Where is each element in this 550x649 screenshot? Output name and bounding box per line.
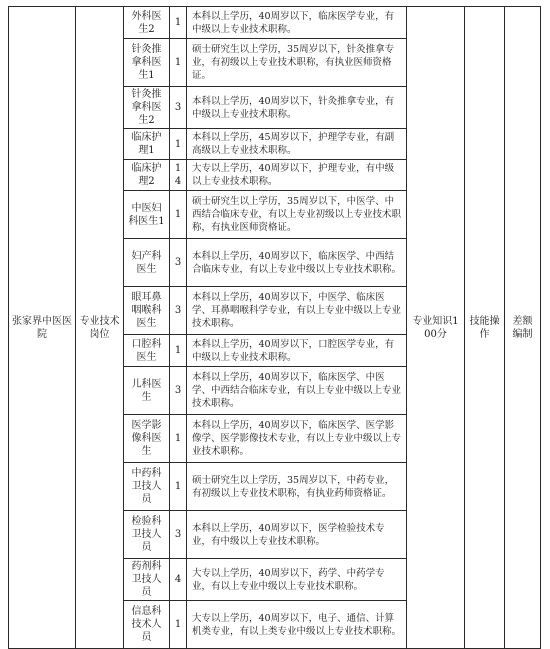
staffing-cell: 差额编制 [505,7,541,649]
position-cell: 口腔科医生 [124,335,170,367]
unit-cell: 张家界中医医院 [9,7,76,649]
requirement-cell: 本科以上学历，40周岁以下，临床医学、中西结合临床专业，有以上专业中级以上专业技术职称。 [187,239,407,287]
count-cell: 1 [170,463,187,511]
requirement-cell: 本科以上学历，40周岁以下，临床医学、中医学、中西结合临床专业，有以上专业中级以上专业技术职称。 [187,367,407,415]
count-cell: 1 [170,39,187,87]
requirement-cell: 大专以上学历，40周岁以下，护理专业，有中级以上专业技术职称。 [187,160,407,191]
count-cell: 1 [170,415,187,463]
count-cell: 1 [170,601,187,649]
count-cell: 3 [170,239,187,287]
count-cell: 1 [170,335,187,367]
count-cell: 4 [170,559,187,601]
count-cell: 1 [170,129,187,160]
requirement-cell: 本科以上学历，40周岁以下，针灸推拿专业，有中级以上专业技术职称。 [187,87,407,129]
position-cell: 妇产科医生 [124,239,170,287]
interview-cell: 技能操作 [465,7,505,649]
requirement-cell: 硕士研究生以上学历，35周岁以下，针灸推拿专业，有初级以上专业技术职称，有执业医师资格证。 [187,39,407,87]
requirement-cell: 本科以上学历，40周岁以下，医学检验技术专业，有中级以上专业技术职称。 [187,511,407,559]
requirement-cell: 本科以上学历，40周岁以下，临床医学、医学影像学、医学影像技术专业，有以上专业中级以上专业技术职称。 [187,415,407,463]
count-cell: 3 [170,87,187,129]
position-cell: 中药科卫技人员 [124,463,170,511]
requirement-cell: 本科以上学历，40周岁以下，临床医学专业，有中级以上专业技术职称。 [187,7,407,39]
requirement-cell: 本科以上学历，45周岁以下，护理学专业，有副高级以上专业技术职称。 [187,129,407,160]
position-cell: 外科医生2 [124,7,170,39]
position-cell: 信息科技术人员 [124,601,170,649]
requirement-cell: 大专以上学历，40周岁以下，药学、中药学专业，有以上专业中级以上专业技术职称。 [187,559,407,601]
position-cell: 药剂科卫技人员 [124,559,170,601]
count-cell: 3 [170,367,187,415]
count-cell: 3 [170,287,187,335]
requirement-cell: 硕士研究生以上学历，35周岁以下，中药专业，有初级以上专业技术职称，有执业药师资格证。 [187,463,407,511]
requirement-cell: 大专以上学历，40周岁以下，电子、通信、计算机类专业，有以上类专业中级以上专业技术职称。 [187,601,407,649]
position-cell: 医学影像科医生 [124,415,170,463]
position-cell: 临床护理1 [124,129,170,160]
position-cell: 检验科卫技人员 [124,511,170,559]
category-cell: 专业技术岗位 [76,7,124,649]
position-cell: 儿科医生 [124,367,170,415]
position-cell: 针灸推拿科医生2 [124,87,170,129]
count-cell: 1 [170,191,187,239]
count-cell: 1 [170,7,187,39]
count-cell: 14 [170,160,187,191]
position-cell: 中医妇科医生1 [124,191,170,239]
count-cell: 3 [170,511,187,559]
table-body [9,7,541,649]
requirement-cell: 本科以上学历，40周岁以下，中医学、临床医学、耳鼻咽喉科学专业，有以上专业中级以上专业技术职称。 [187,287,407,335]
requirement-cell: 本科以上学历，40周岁以下，口腔医学专业，有中级以上专业技术职称。 [187,335,407,367]
position-cell: 针灸推拿科医生1 [124,39,170,87]
requirement-cell: 硕士研究生以上学历，35周岁以下，中医学、中西结合临床专业，有以上专业初级以上专业技术职称，有执业医师资格证。 [187,191,407,239]
written-exam-cell: 专业知识100分 [407,7,465,649]
recruitment-table [8,6,541,649]
table-row [9,7,541,39]
position-cell: 临床护理2 [124,160,170,191]
position-cell: 眼耳鼻咽喉科医生 [124,287,170,335]
